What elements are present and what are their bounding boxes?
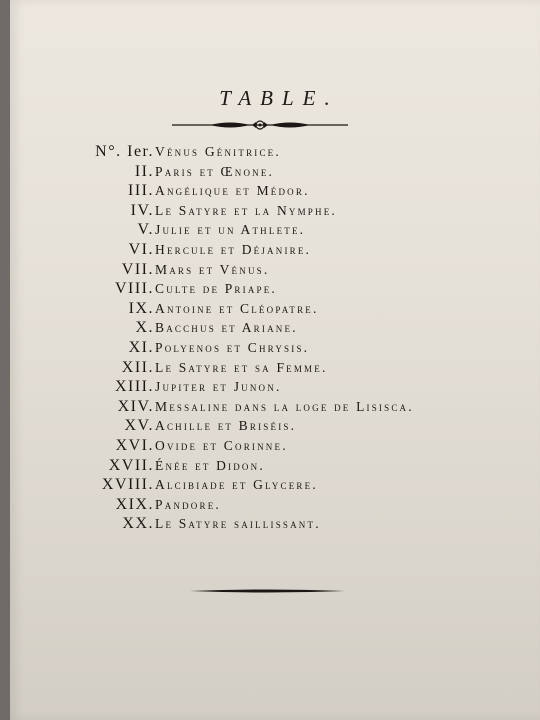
- entry-title: Angélique et Médor.: [155, 183, 310, 199]
- entry-title: Le Satyre saillissant.: [155, 516, 321, 532]
- toc-entry: [10, 377, 540, 397]
- toc-entry: [10, 260, 540, 280]
- toc-entry: [10, 279, 540, 299]
- toc-entry: [10, 358, 540, 378]
- entry-title: Le Satyre et sa Femme.: [155, 359, 328, 375]
- book-page: [10, 0, 540, 720]
- toc-entry: [10, 416, 540, 436]
- entry-number: X.: [135, 319, 154, 337]
- toc-entry: [10, 162, 540, 182]
- entry-number: VII.: [121, 260, 154, 278]
- entry-title: Polyenos et Chrysis.: [155, 339, 310, 355]
- entry-title: Énée et Didon.: [155, 457, 265, 473]
- entry-number: VIII.: [114, 280, 154, 298]
- entry-title: Vénus Génitrice.: [155, 144, 281, 159]
- entry-number: XIII.: [114, 378, 154, 396]
- toc-entry: [10, 514, 540, 534]
- entry-number: N°. Ier.: [95, 143, 154, 160]
- title-ornament: [170, 117, 350, 133]
- toc-entry: [10, 338, 540, 358]
- closing-rule: [190, 588, 345, 594]
- entry-title: Culte de Priape.: [155, 281, 278, 297]
- entry-number: XII.: [121, 358, 154, 376]
- toc-entry: [10, 240, 540, 260]
- entry-number: XX.: [122, 515, 154, 533]
- toc-entry: [10, 436, 540, 456]
- entry-title: Messaline dans la loge de Lisisca.: [155, 398, 414, 414]
- entry-number: II.: [134, 162, 154, 180]
- entry-title: Mars et Vénus.: [155, 261, 270, 277]
- entry-number: XVII.: [108, 456, 154, 474]
- toc-entry: [10, 142, 540, 162]
- entry-number: XI.: [128, 338, 154, 356]
- toc-entry: [10, 220, 540, 240]
- toc-entry: [10, 495, 540, 515]
- toc-entry: [10, 181, 540, 201]
- entry-number: XIX.: [115, 495, 154, 513]
- entry-title: Hercule et Déjanire.: [155, 241, 312, 257]
- entry-title: Antoine et Cléopatre.: [155, 300, 319, 316]
- entry-title: Bacchus et Ariane.: [155, 320, 298, 336]
- entry-title: Julie et un Athlete.: [155, 222, 306, 238]
- toc-entry: [10, 456, 540, 476]
- entry-title: Le Satyre et la Nymphe.: [155, 202, 337, 218]
- entry-number: XIV.: [117, 397, 154, 415]
- entry-title: Alcibiade et Glycere.: [155, 477, 318, 493]
- entry-title: Jupiter et Junon.: [155, 379, 282, 395]
- entry-number: VI.: [128, 240, 154, 258]
- entry-title: Paris et Œnone.: [155, 163, 275, 179]
- entry-title: Pandore.: [155, 496, 221, 512]
- toc-entry: [10, 318, 540, 338]
- entry-number: IV.: [130, 201, 154, 219]
- entry-number: III.: [128, 182, 154, 200]
- entry-number: V.: [137, 221, 154, 239]
- table-of-contents: [10, 142, 540, 534]
- entry-number: XVI.: [115, 436, 154, 454]
- page-title: TABLE.: [219, 86, 339, 110]
- entry-title: Ovide et Corinne.: [155, 437, 288, 453]
- toc-entry: [10, 201, 540, 221]
- toc-entry: [10, 299, 540, 319]
- entry-title: Achille et Briséis.: [155, 418, 297, 434]
- toc-entry: [10, 397, 540, 417]
- entry-number: XV.: [124, 417, 154, 435]
- entry-number: XVIII.: [101, 476, 154, 494]
- entry-number: IX.: [128, 299, 154, 317]
- toc-entry: [10, 475, 540, 495]
